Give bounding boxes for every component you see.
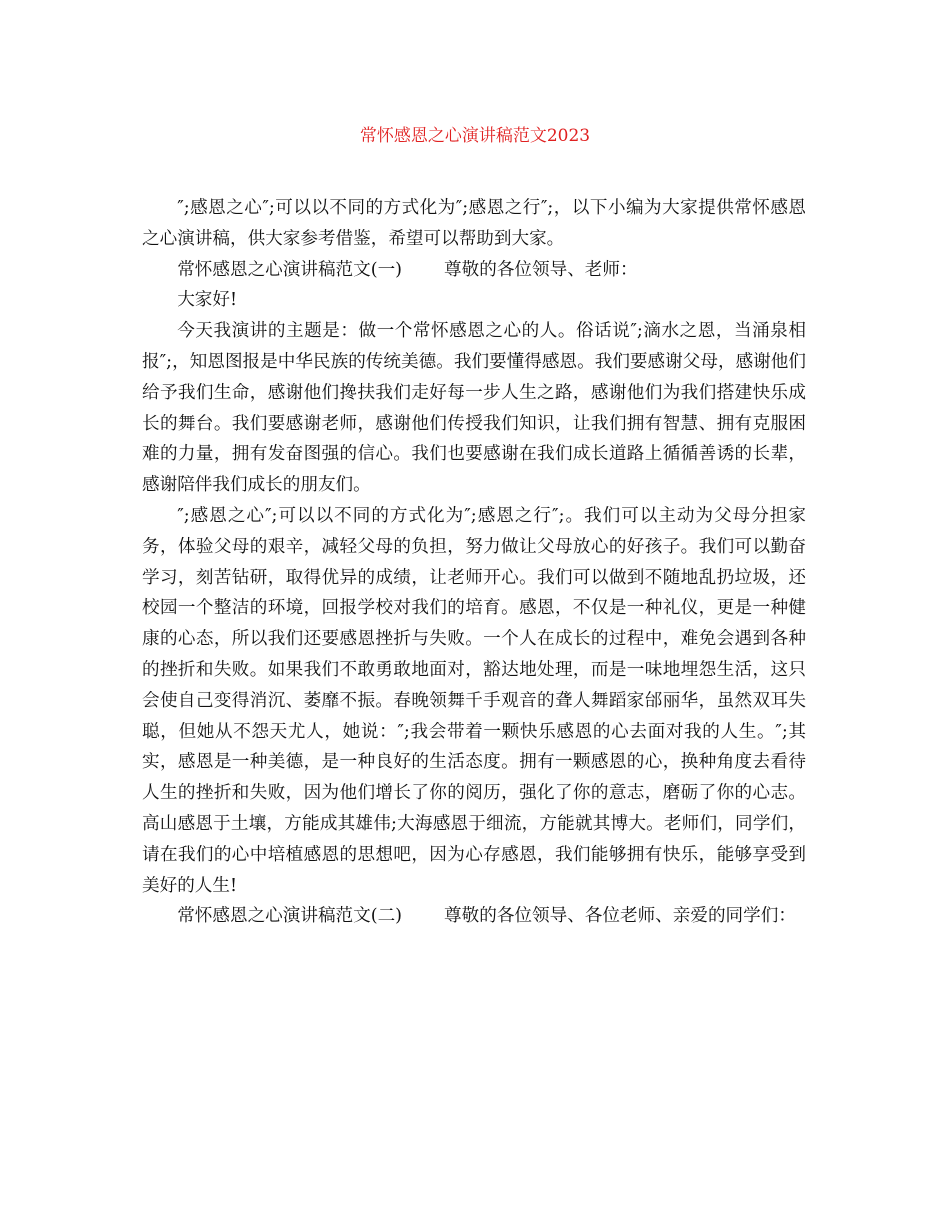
body-paragraph-1: 今天我演讲的主题是：做一个常怀感恩之心的人。俗话说″;滴水之恩，当涌泉相报″;，知恩图报是中华民族的传统美德。我们要懂得感恩。我们要感谢父母，感谢他们给予我们生命，感谢他们搀扶我们走好每一步人生之路，感谢他们为我们搭建快乐成长的舞台。我们要感谢老师，感谢他们传授我们知识，让我们拥有智慧、拥有克服困难的力量，拥有发奋图强的信心。我们也要感谢在我们成长道路上循循善诱的长辈，感谢陪伴我们成长的朋友们。	[142, 321, 806, 496]
greeting-paragraph: 大家好!	[177, 290, 238, 311]
intro-paragraph: ″;感恩之心″;可以以不同的方式化为″;感恩之行″;，以下小编为大家提供常怀感恩之心演讲稿，供大家参考借鉴，希望可以帮助到大家。	[142, 198, 806, 249]
body-paragraph-2: ″;感恩之心″;可以以不同的方式化为″;感恩之行″;。我们可以主动为父母分担家务，体验父母的艰辛，减轻父母的负担，努力做让父母放心的好孩子。我们可以勤奋学习，刻苦钻研，取得优异的成绩，让老师开心。我们可以做到不随地乱扔垃圾，还校园一个整洁的环境，回报学校对我们的培育。感恩，不仅是一种礼仪，更是一种健康的心态，所以我们还要感恩挫折与失败。一个人在成长的过程中，难免会遇到各种的挫折和失败。如果我们不敢勇敢地面对，豁达地处理，而是一味地埋怨生活，这只会使自己变得消沉、萎靡不振。春晚领舞千手观音的聋人舞蹈家邰丽华，虽然双耳失聪，但她从不怨天尤人，她说：″;我会带着一颗快乐感恩的心去面对我的人生。″;其实，感恩是一种美德，是一种良好的生活态度。拥有一颗感恩的心，换种角度去看待人生的挫折和失败，因为他们增长了你的阅历，强化了你的意志，磨砺了你的心志。高山感恩于土壤，方能成其雄伟;大海感恩于细流，方能就其博大。老师们，同学们，请在我们的心中培植感恩的思想吧，因为心存感恩，我们能够拥有快乐，能够享受到美好的人生!	[142, 505, 806, 896]
section-two-line	[142, 901, 806, 932]
section-two-heading: 常怀感恩之心演讲稿范文(二)	[177, 906, 403, 927]
section-one-line	[142, 255, 806, 286]
section-one-heading: 常怀感恩之心演讲稿范文(一)	[177, 259, 403, 280]
document-title: 常怀感恩之心演讲稿范文2023	[359, 126, 591, 146]
section-two-salutation: 尊敬的各位领导、各位老师、亲爱的同学们：	[444, 906, 796, 927]
section-one-salutation: 尊敬的各位领导、老师：	[444, 259, 638, 280]
document-body	[142, 193, 806, 932]
